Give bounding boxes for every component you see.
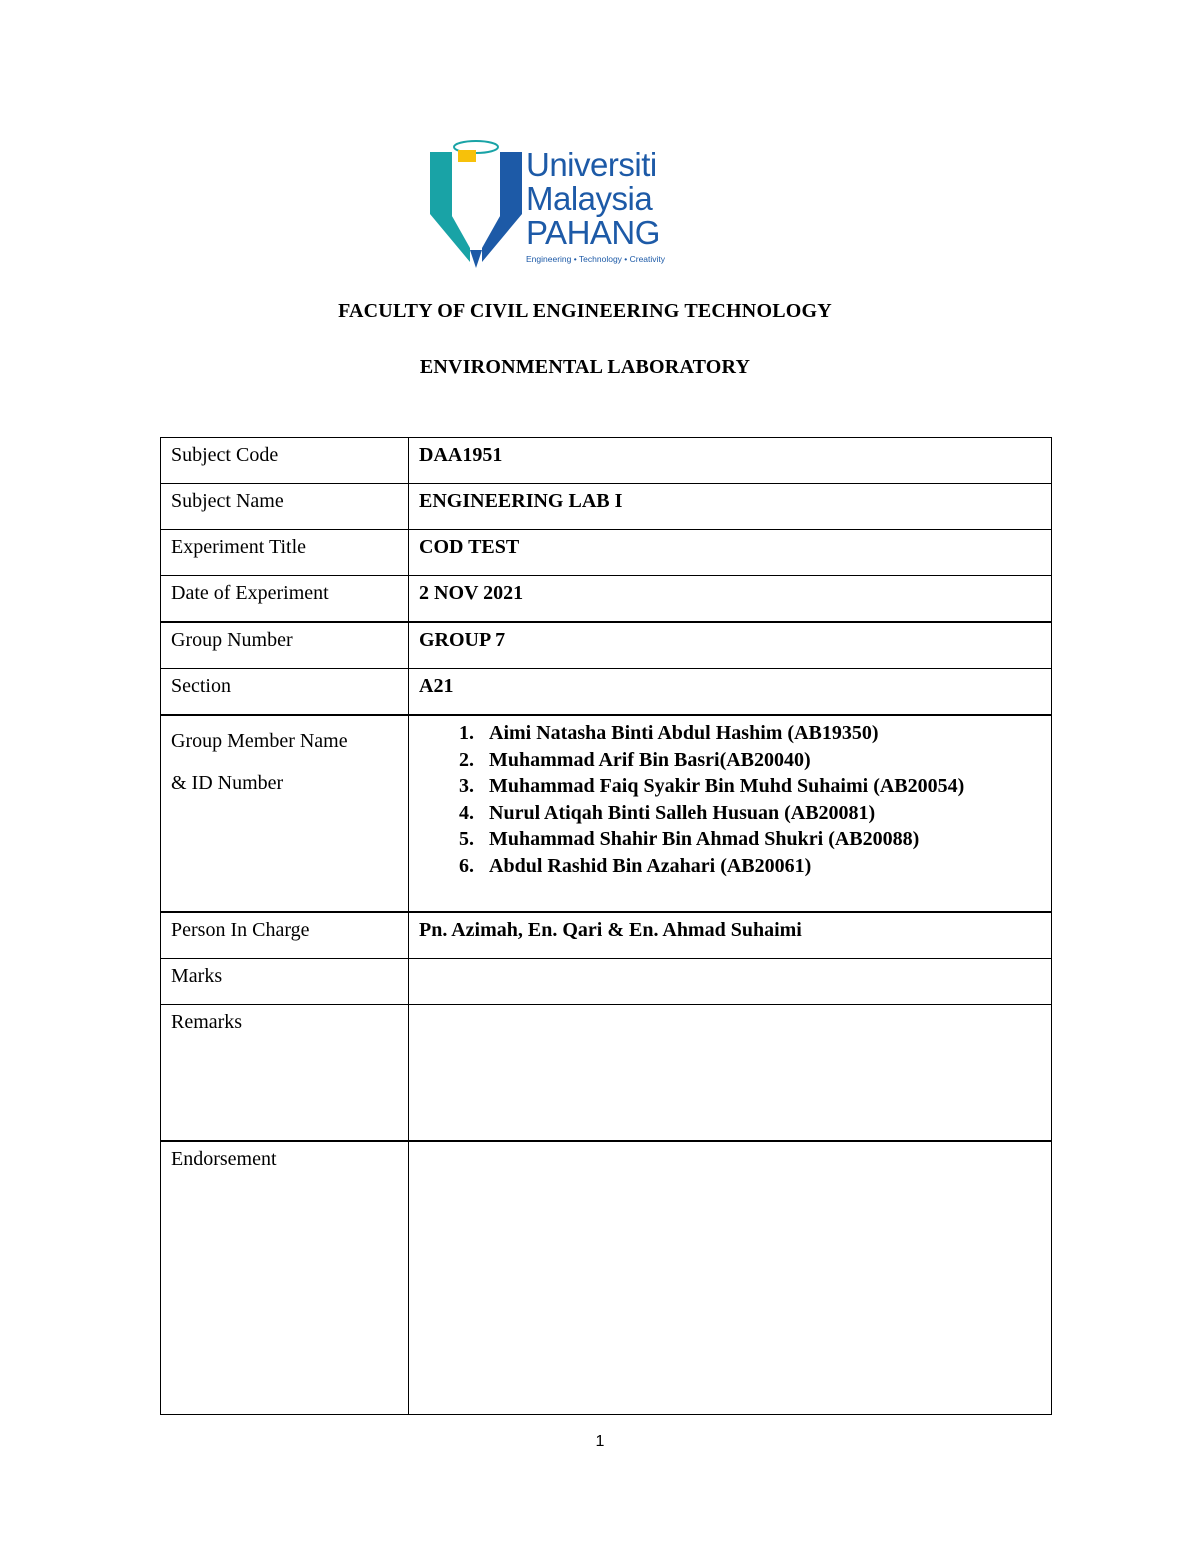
logo-tagline: Engineering • Technology • Creativity	[526, 254, 666, 264]
remarks-label: Remarks	[161, 1005, 409, 1142]
subject-code-label: Subject Code	[161, 438, 409, 484]
marks-label: Marks	[161, 959, 409, 1005]
person-in-charge-label: Person In Charge	[161, 912, 409, 959]
subject-name-label: Subject Name	[161, 484, 409, 530]
table-row-remarks	[161, 1005, 1052, 1142]
list-item: 3. Muhammad Faiq Syakir Bin Muhd Suhaimi (AB20054)	[479, 773, 1041, 800]
lab-heading: ENVIRONMENTAL LABORATORY	[419, 356, 751, 378]
table-row-group-number	[161, 622, 1052, 669]
member-list	[419, 720, 1041, 879]
members-value	[409, 715, 1052, 912]
list-item: 5. Muhammad Shahir Bin Ahmad Shukri (AB20088)	[479, 826, 1041, 853]
remarks-value	[409, 1005, 1052, 1142]
person-in-charge-value: Pn. Azimah, En. Qari & En. Ahmad Suhaimi	[409, 912, 1052, 959]
list-item: 6. Abdul Rashid Bin Azahari (AB20061)	[479, 853, 1041, 880]
group-number-value: GROUP 7	[409, 622, 1052, 669]
list-item: 4. Nurul Atiqah Binti Salleh Husuan (AB20081)	[479, 800, 1041, 827]
subject-name-value: ENGINEERING LAB I	[409, 484, 1052, 530]
list-item: 1. Aimi Natasha Binti Abdul Hashim (AB19350)	[479, 720, 1041, 747]
table-row-person-in-charge	[161, 912, 1052, 959]
university-logo	[426, 138, 691, 270]
experiment-title-value: COD TEST	[409, 530, 1052, 576]
section-value: A21	[409, 669, 1052, 716]
table-row-subject-code	[161, 438, 1052, 484]
page-number: 1	[595, 1433, 605, 1450]
list-item: 2. Muhammad Arif Bin Basri(AB20040)	[479, 747, 1041, 774]
members-label	[161, 715, 409, 912]
cover-info-table	[160, 437, 1052, 1415]
faculty-heading: FACULTY OF CIVIL ENGINEERING TECHNOLOGY	[338, 300, 832, 322]
date-value: 2 NOV 2021	[409, 576, 1052, 623]
table-row-section	[161, 669, 1052, 716]
members-label-line1: Group Member Name	[171, 730, 348, 752]
table-row-experiment-title	[161, 530, 1052, 576]
logo-text-universiti: Universiti	[526, 146, 657, 183]
endorsement-label: Endorsement	[161, 1141, 409, 1415]
table-row-marks	[161, 959, 1052, 1005]
group-number-label: Group Number	[161, 622, 409, 669]
table-row-members	[161, 715, 1052, 912]
endorsement-value	[409, 1141, 1052, 1415]
subject-code-value: DAA1951	[409, 438, 1052, 484]
table-row-date	[161, 576, 1052, 623]
logo-text-pahang: PAHANG	[526, 214, 660, 251]
table-row-subject-name	[161, 484, 1052, 530]
experiment-title-label: Experiment Title	[161, 530, 409, 576]
section-label: Section	[161, 669, 409, 716]
date-label: Date of Experiment	[161, 576, 409, 623]
table-row-endorsement	[161, 1141, 1052, 1415]
logo-text-malaysia: Malaysia	[526, 180, 653, 217]
marks-value	[409, 959, 1052, 1005]
members-label-line2: & ID Number	[171, 772, 284, 794]
university-shield-icon	[426, 138, 526, 270]
